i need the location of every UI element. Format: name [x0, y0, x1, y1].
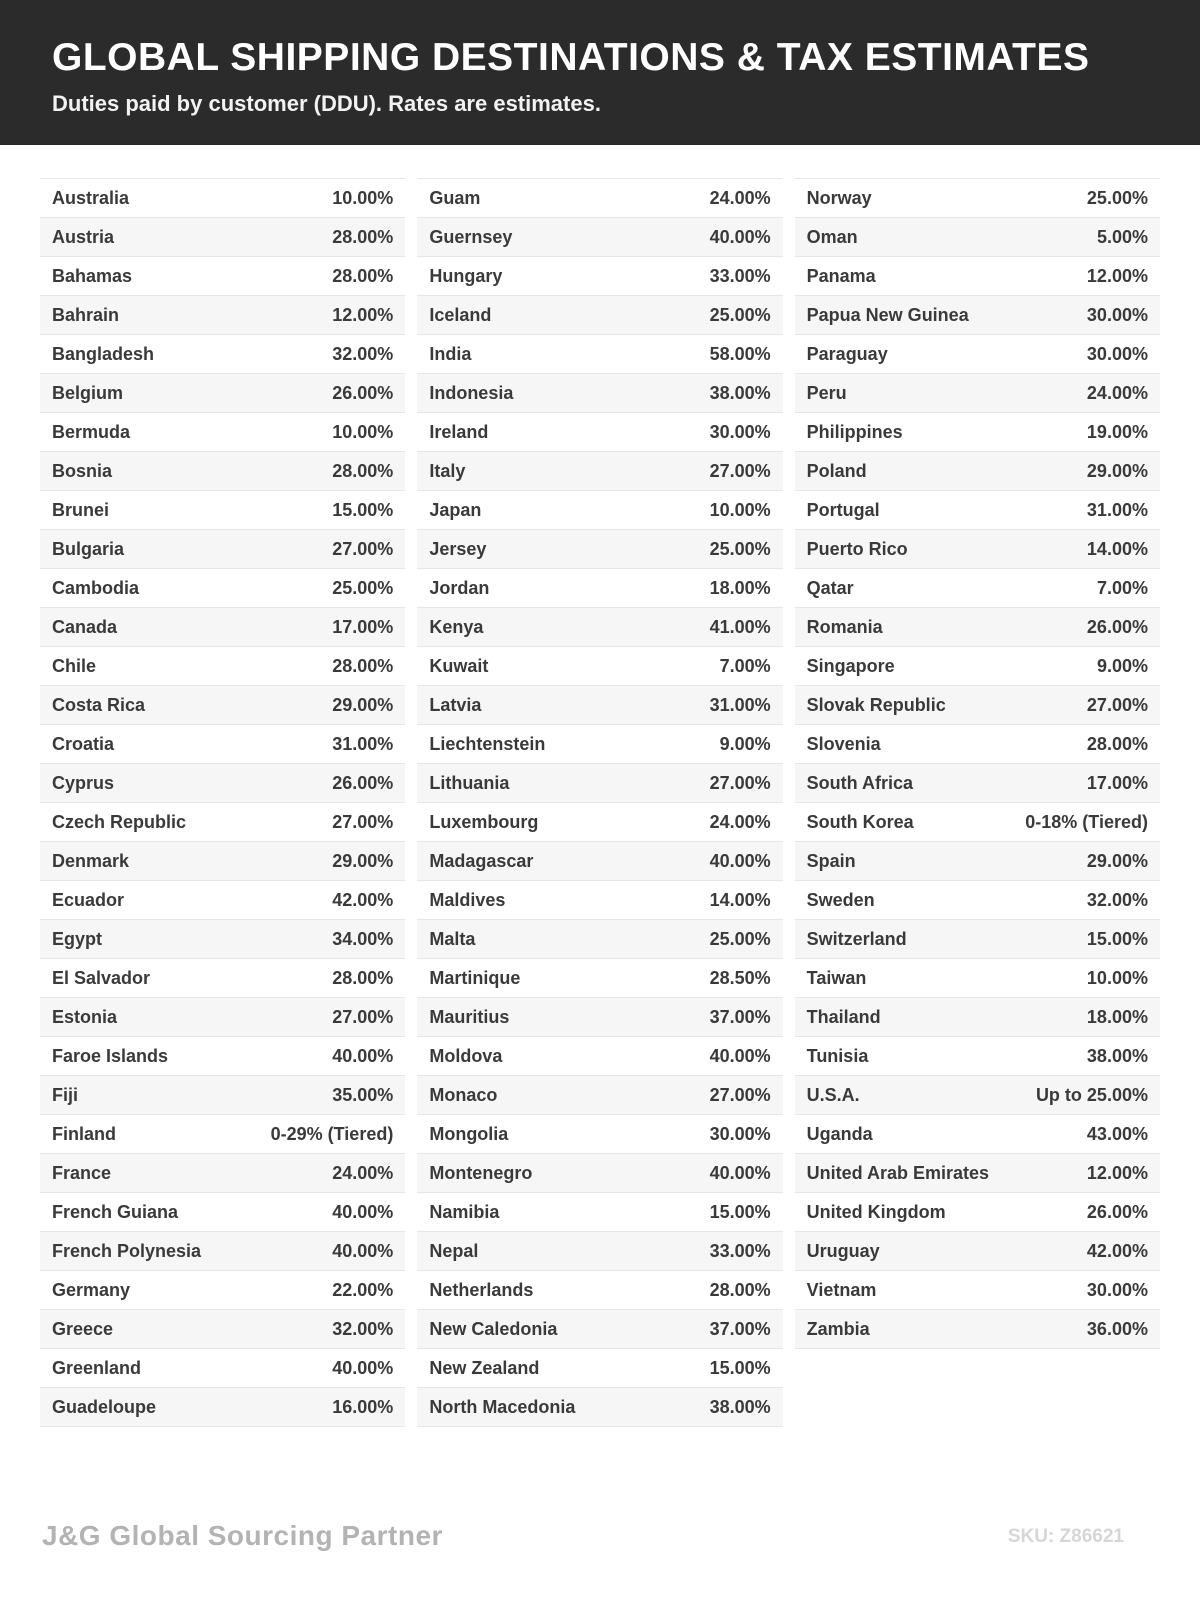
- rate-row: [795, 335, 1160, 374]
- rate-value: 25.00%: [709, 928, 771, 949]
- rate-value: 15.00%: [709, 1201, 771, 1222]
- rate-value: 40.00%: [332, 1357, 394, 1378]
- country-name: Brunei: [52, 499, 110, 520]
- rate-value: 28.00%: [332, 460, 394, 481]
- rate-row: [417, 257, 782, 296]
- rate-value: 40.00%: [709, 226, 771, 247]
- rates-grid: [0, 178, 1200, 1427]
- rate-row: [40, 296, 405, 335]
- country-name: Montenegro: [429, 1162, 533, 1183]
- rate-value: 28.00%: [332, 967, 394, 988]
- country-name: Denmark: [52, 850, 130, 871]
- country-name: Austria: [52, 226, 115, 247]
- rate-row: [795, 998, 1160, 1037]
- country-name: El Salvador: [52, 967, 151, 988]
- country-name: French Polynesia: [52, 1240, 202, 1261]
- rate-value: 33.00%: [709, 1240, 771, 1261]
- country-name: Faroe Islands: [52, 1045, 169, 1066]
- rate-value: 42.00%: [1086, 1240, 1148, 1261]
- rate-row: [417, 1232, 782, 1271]
- rate-value: Up to 25.00%: [1035, 1084, 1148, 1105]
- rate-row: [417, 686, 782, 725]
- rate-row: [40, 569, 405, 608]
- rate-value: 7.00%: [719, 655, 771, 676]
- country-name: Cambodia: [52, 577, 140, 598]
- rate-row: [40, 803, 405, 842]
- rate-row: [40, 335, 405, 374]
- rate-value: 10.00%: [332, 187, 394, 208]
- country-name: Japan: [429, 499, 482, 520]
- rate-value: 26.00%: [1086, 1201, 1148, 1222]
- rate-row: [40, 1037, 405, 1076]
- country-name: Taiwan: [806, 967, 867, 988]
- rate-value: 27.00%: [709, 460, 771, 481]
- rate-value: 17.00%: [1086, 772, 1148, 793]
- country-name: French Guiana: [52, 1201, 179, 1222]
- rate-value: 31.00%: [332, 733, 394, 754]
- country-name: Norway: [806, 187, 872, 208]
- rate-value: 10.00%: [1086, 967, 1148, 988]
- country-name: Poland: [806, 460, 867, 481]
- rate-value: 32.00%: [332, 343, 394, 364]
- rate-value: 18.00%: [709, 577, 771, 598]
- country-name: Papua New Guinea: [806, 304, 969, 325]
- rate-value: 29.00%: [332, 850, 394, 871]
- rate-value: 15.00%: [1086, 928, 1148, 949]
- rate-row: [417, 920, 782, 959]
- country-name: Guam: [429, 187, 481, 208]
- rate-row: [40, 179, 405, 218]
- rate-row: [417, 881, 782, 920]
- rate-value: 40.00%: [332, 1240, 394, 1261]
- rate-value: 30.00%: [1086, 1279, 1148, 1300]
- country-name: North Macedonia: [429, 1396, 576, 1417]
- country-name: Costa Rica: [52, 694, 146, 715]
- rate-row: [40, 608, 405, 647]
- country-name: Latvia: [429, 694, 482, 715]
- page-title: GLOBAL SHIPPING DESTINATIONS & TAX ESTIMATES: [52, 36, 1090, 79]
- rate-value: 27.00%: [332, 811, 394, 832]
- rate-value: 38.00%: [1086, 1045, 1148, 1066]
- rate-row: [795, 686, 1160, 725]
- rate-row: [795, 569, 1160, 608]
- rate-value: 25.00%: [709, 304, 771, 325]
- rate-row: [417, 1037, 782, 1076]
- country-name: Kenya: [429, 616, 484, 637]
- country-name: Vietnam: [806, 1279, 877, 1300]
- rate-value: 26.00%: [332, 382, 394, 403]
- rate-value: 26.00%: [1086, 616, 1148, 637]
- country-name: U.S.A.: [806, 1084, 860, 1105]
- country-name: Madagascar: [429, 850, 534, 871]
- rate-row: [795, 257, 1160, 296]
- country-name: New Caledonia: [429, 1318, 558, 1339]
- rate-value: 14.00%: [1086, 538, 1148, 559]
- rate-row: [795, 452, 1160, 491]
- country-name: Luxembourg: [429, 811, 539, 832]
- country-name: Bulgaria: [52, 538, 125, 559]
- rate-value: 24.00%: [1086, 382, 1148, 403]
- country-name: Malta: [429, 928, 476, 949]
- country-name: Lithuania: [429, 772, 510, 793]
- rate-row: [795, 1310, 1160, 1349]
- country-name: Ireland: [429, 421, 489, 442]
- rate-row: [417, 374, 782, 413]
- rate-value: 0-29% (Tiered): [270, 1123, 394, 1144]
- rate-row: [40, 1271, 405, 1310]
- rate-value: 42.00%: [332, 889, 394, 910]
- rate-value: 40.00%: [332, 1045, 394, 1066]
- rate-row: [40, 647, 405, 686]
- rate-value: 30.00%: [709, 421, 771, 442]
- country-name: Oman: [806, 226, 858, 247]
- country-name: Chile: [52, 655, 97, 676]
- rate-value: 9.00%: [719, 733, 771, 754]
- rate-row: [417, 1193, 782, 1232]
- rate-row: [417, 296, 782, 335]
- rate-row: [795, 764, 1160, 803]
- country-name: Ecuador: [52, 889, 125, 910]
- rates-column-1: [40, 178, 405, 1427]
- rate-row: [795, 803, 1160, 842]
- country-name: Maldives: [429, 889, 506, 910]
- country-name: Uganda: [806, 1123, 873, 1144]
- rate-row: [795, 608, 1160, 647]
- country-name: Egypt: [52, 928, 103, 949]
- rate-row: [40, 1076, 405, 1115]
- country-name: Indonesia: [429, 382, 514, 403]
- rate-row: [40, 920, 405, 959]
- country-name: South Korea: [806, 811, 914, 832]
- country-name: Qatar: [806, 577, 854, 598]
- country-name: Belgium: [52, 382, 124, 403]
- rate-row: [795, 1037, 1160, 1076]
- header: [0, 0, 1200, 145]
- rate-row: [795, 179, 1160, 218]
- rate-value: 19.00%: [1086, 421, 1148, 442]
- country-name: Mauritius: [429, 1006, 510, 1027]
- rate-row: [417, 530, 782, 569]
- country-name: South Africa: [806, 772, 913, 793]
- rate-row: [40, 1232, 405, 1271]
- rate-value: 27.00%: [332, 1006, 394, 1027]
- country-name: Fiji: [52, 1084, 78, 1105]
- rate-row: [417, 218, 782, 257]
- country-name: Italy: [429, 460, 466, 481]
- rate-row: [417, 1349, 782, 1388]
- rate-value: 27.00%: [709, 1084, 771, 1105]
- country-name: Jordan: [429, 577, 490, 598]
- rate-value: 31.00%: [1086, 499, 1148, 520]
- rate-value: 10.00%: [332, 421, 394, 442]
- rate-row: [417, 842, 782, 881]
- rate-row: [40, 764, 405, 803]
- rate-row: [417, 452, 782, 491]
- rate-value: 7.00%: [1096, 577, 1148, 598]
- rate-row: [417, 725, 782, 764]
- rate-row: [795, 842, 1160, 881]
- country-name: Switzerland: [806, 928, 907, 949]
- rate-value: 28.50%: [709, 967, 771, 988]
- rate-value: 18.00%: [1086, 1006, 1148, 1027]
- rate-row: [417, 335, 782, 374]
- sku-text: SKU: Z86621: [1007, 1526, 1124, 1547]
- rate-row: [795, 647, 1160, 686]
- rate-row: [40, 1115, 405, 1154]
- country-name: Cyprus: [52, 772, 115, 793]
- country-name: Iceland: [429, 304, 492, 325]
- rate-value: 32.00%: [332, 1318, 394, 1339]
- country-name: Mongolia: [429, 1123, 509, 1144]
- rate-value: 37.00%: [709, 1318, 771, 1339]
- rate-row: [417, 647, 782, 686]
- rate-row: [795, 1232, 1160, 1271]
- rate-row: [417, 1154, 782, 1193]
- rate-row: [417, 1115, 782, 1154]
- rate-value: 40.00%: [709, 850, 771, 871]
- rate-value: 10.00%: [709, 499, 771, 520]
- country-name: Bangladesh: [52, 343, 155, 364]
- country-name: Slovenia: [806, 733, 881, 754]
- rate-value: 29.00%: [332, 694, 394, 715]
- rate-row: [417, 179, 782, 218]
- rate-row: [40, 1349, 405, 1388]
- footer: [0, 1520, 1200, 1600]
- rate-value: 12.00%: [332, 304, 394, 325]
- rate-row: [40, 881, 405, 920]
- rate-value: 25.00%: [709, 538, 771, 559]
- country-name: Nepal: [429, 1240, 479, 1261]
- rate-value: 22.00%: [332, 1279, 394, 1300]
- rate-row: [795, 959, 1160, 998]
- country-name: Guadeloupe: [52, 1396, 157, 1417]
- country-name: Bosnia: [52, 460, 113, 481]
- rate-value: 27.00%: [709, 772, 771, 793]
- country-name: Uruguay: [806, 1240, 880, 1261]
- country-name: Panama: [806, 265, 876, 286]
- rate-value: 28.00%: [332, 265, 394, 286]
- rate-row: [417, 1271, 782, 1310]
- rate-row: [417, 959, 782, 998]
- brand-text: J&G Global Sourcing Partner: [42, 1520, 443, 1551]
- rate-row: [417, 491, 782, 530]
- rates-column-2: [417, 178, 782, 1427]
- rate-value: 40.00%: [709, 1045, 771, 1066]
- rate-value: 43.00%: [1086, 1123, 1148, 1144]
- rate-row: [40, 842, 405, 881]
- rate-value: 29.00%: [1086, 460, 1148, 481]
- country-name: Namibia: [429, 1201, 500, 1222]
- rate-value: 26.00%: [332, 772, 394, 793]
- country-name: Greece: [52, 1318, 114, 1339]
- rate-row: [40, 452, 405, 491]
- country-name: Croatia: [52, 733, 115, 754]
- country-name: Jersey: [429, 538, 487, 559]
- country-name: Czech Republic: [52, 811, 187, 832]
- country-name: Romania: [806, 616, 883, 637]
- rate-row: [40, 1388, 405, 1427]
- rate-value: 5.00%: [1096, 226, 1148, 247]
- country-name: Sweden: [806, 889, 875, 910]
- rate-value: 33.00%: [709, 265, 771, 286]
- rate-value: 32.00%: [1086, 889, 1148, 910]
- country-name: Liechtenstein: [429, 733, 546, 754]
- rate-row: [40, 686, 405, 725]
- rate-row: [795, 881, 1160, 920]
- country-name: Portugal: [806, 499, 880, 520]
- rate-row: [417, 764, 782, 803]
- country-name: Spain: [806, 850, 856, 871]
- rate-value: 27.00%: [1086, 694, 1148, 715]
- rate-value: 41.00%: [709, 616, 771, 637]
- country-name: Thailand: [806, 1006, 881, 1027]
- rate-value: 12.00%: [1086, 265, 1148, 286]
- rate-row: [417, 569, 782, 608]
- rate-value: 25.00%: [332, 577, 394, 598]
- country-name: Philippines: [806, 421, 903, 442]
- rate-row: [40, 491, 405, 530]
- rate-row: [795, 491, 1160, 530]
- rate-value: 15.00%: [709, 1357, 771, 1378]
- rate-value: 37.00%: [709, 1006, 771, 1027]
- rate-value: 31.00%: [709, 694, 771, 715]
- rate-row: [795, 530, 1160, 569]
- country-name: Martinique: [429, 967, 521, 988]
- rate-row: [795, 1154, 1160, 1193]
- country-name: Hungary: [429, 265, 503, 286]
- rate-value: 27.00%: [332, 538, 394, 559]
- rate-row: [40, 1310, 405, 1349]
- rate-row: [40, 959, 405, 998]
- country-name: Guernsey: [429, 226, 513, 247]
- rate-value: 24.00%: [332, 1162, 394, 1183]
- rate-row: [40, 998, 405, 1037]
- country-name: Australia: [52, 187, 130, 208]
- country-name: Slovak Republic: [806, 694, 946, 715]
- rate-value: 24.00%: [709, 187, 771, 208]
- country-name: Greenland: [52, 1357, 142, 1378]
- rate-row: [795, 1271, 1160, 1310]
- country-name: Germany: [52, 1279, 131, 1300]
- rate-value: 15.00%: [332, 499, 394, 520]
- rate-value: 40.00%: [332, 1201, 394, 1222]
- rate-value: 12.00%: [1086, 1162, 1148, 1183]
- rate-row: [40, 1154, 405, 1193]
- country-name: Zambia: [806, 1318, 870, 1339]
- rate-row: [40, 374, 405, 413]
- rate-row: [40, 1193, 405, 1232]
- rate-value: 0-18% (Tiered): [1025, 811, 1148, 832]
- country-name: Peru: [806, 382, 847, 403]
- rate-value: 58.00%: [709, 343, 771, 364]
- country-name: Estonia: [52, 1006, 118, 1027]
- rate-value: 28.00%: [709, 1279, 771, 1300]
- country-name: Monaco: [429, 1084, 498, 1105]
- rate-row: [40, 725, 405, 764]
- rate-value: 28.00%: [332, 226, 394, 247]
- country-name: Bermuda: [52, 421, 131, 442]
- rate-value: 30.00%: [1086, 304, 1148, 325]
- rate-value: 25.00%: [1086, 187, 1148, 208]
- rate-row: [795, 1115, 1160, 1154]
- country-name: Paraguay: [806, 343, 888, 364]
- rate-row: [795, 1193, 1160, 1232]
- rate-value: 29.00%: [1086, 850, 1148, 871]
- country-name: Kuwait: [429, 655, 489, 676]
- country-name: Singapore: [806, 655, 895, 676]
- rate-row: [40, 218, 405, 257]
- rate-row: [417, 1388, 782, 1427]
- rate-row: [795, 296, 1160, 335]
- rate-row: [417, 413, 782, 452]
- rate-row: [795, 374, 1160, 413]
- country-name: Bahrain: [52, 304, 120, 325]
- rate-value: 9.00%: [1096, 655, 1148, 676]
- rate-value: 36.00%: [1086, 1318, 1148, 1339]
- rate-row: [40, 413, 405, 452]
- country-name: Bahamas: [52, 265, 133, 286]
- rate-value: 28.00%: [1086, 733, 1148, 754]
- page-subtitle: Duties paid by customer (DDU). Rates are estimates.: [52, 90, 601, 116]
- rate-value: 30.00%: [1086, 343, 1148, 364]
- rate-row: [417, 1310, 782, 1349]
- rate-row: [795, 413, 1160, 452]
- rate-value: 30.00%: [709, 1123, 771, 1144]
- country-name: United Kingdom: [806, 1201, 946, 1222]
- rate-value: 38.00%: [709, 1396, 771, 1417]
- rate-row: [795, 725, 1160, 764]
- rate-row: [417, 998, 782, 1037]
- rate-value: 34.00%: [332, 928, 394, 949]
- country-name: Finland: [52, 1123, 116, 1144]
- rate-row: [40, 530, 405, 569]
- rate-value: 17.00%: [332, 616, 394, 637]
- country-name: Netherlands: [429, 1279, 534, 1300]
- country-name: United Arab Emirates: [806, 1162, 990, 1183]
- rate-row: [417, 608, 782, 647]
- rate-row: [795, 218, 1160, 257]
- rate-row: [795, 920, 1160, 959]
- rate-value: 24.00%: [709, 811, 771, 832]
- country-name: India: [429, 343, 472, 364]
- rate-value: 28.00%: [332, 655, 394, 676]
- rate-row: [40, 257, 405, 296]
- country-name: Canada: [52, 616, 118, 637]
- rate-row: [795, 1076, 1160, 1115]
- rate-value: 16.00%: [332, 1396, 394, 1417]
- country-name: Moldova: [429, 1045, 503, 1066]
- rate-value: 14.00%: [709, 889, 771, 910]
- country-name: New Zealand: [429, 1357, 540, 1378]
- country-name: Puerto Rico: [806, 538, 908, 559]
- rate-row: [417, 803, 782, 842]
- rates-column-3: [795, 178, 1160, 1427]
- rate-value: 40.00%: [709, 1162, 771, 1183]
- rate-value: 38.00%: [709, 382, 771, 403]
- country-name: France: [52, 1162, 112, 1183]
- rate-row: [417, 1076, 782, 1115]
- country-name: Tunisia: [806, 1045, 869, 1066]
- rate-value: 35.00%: [332, 1084, 394, 1105]
